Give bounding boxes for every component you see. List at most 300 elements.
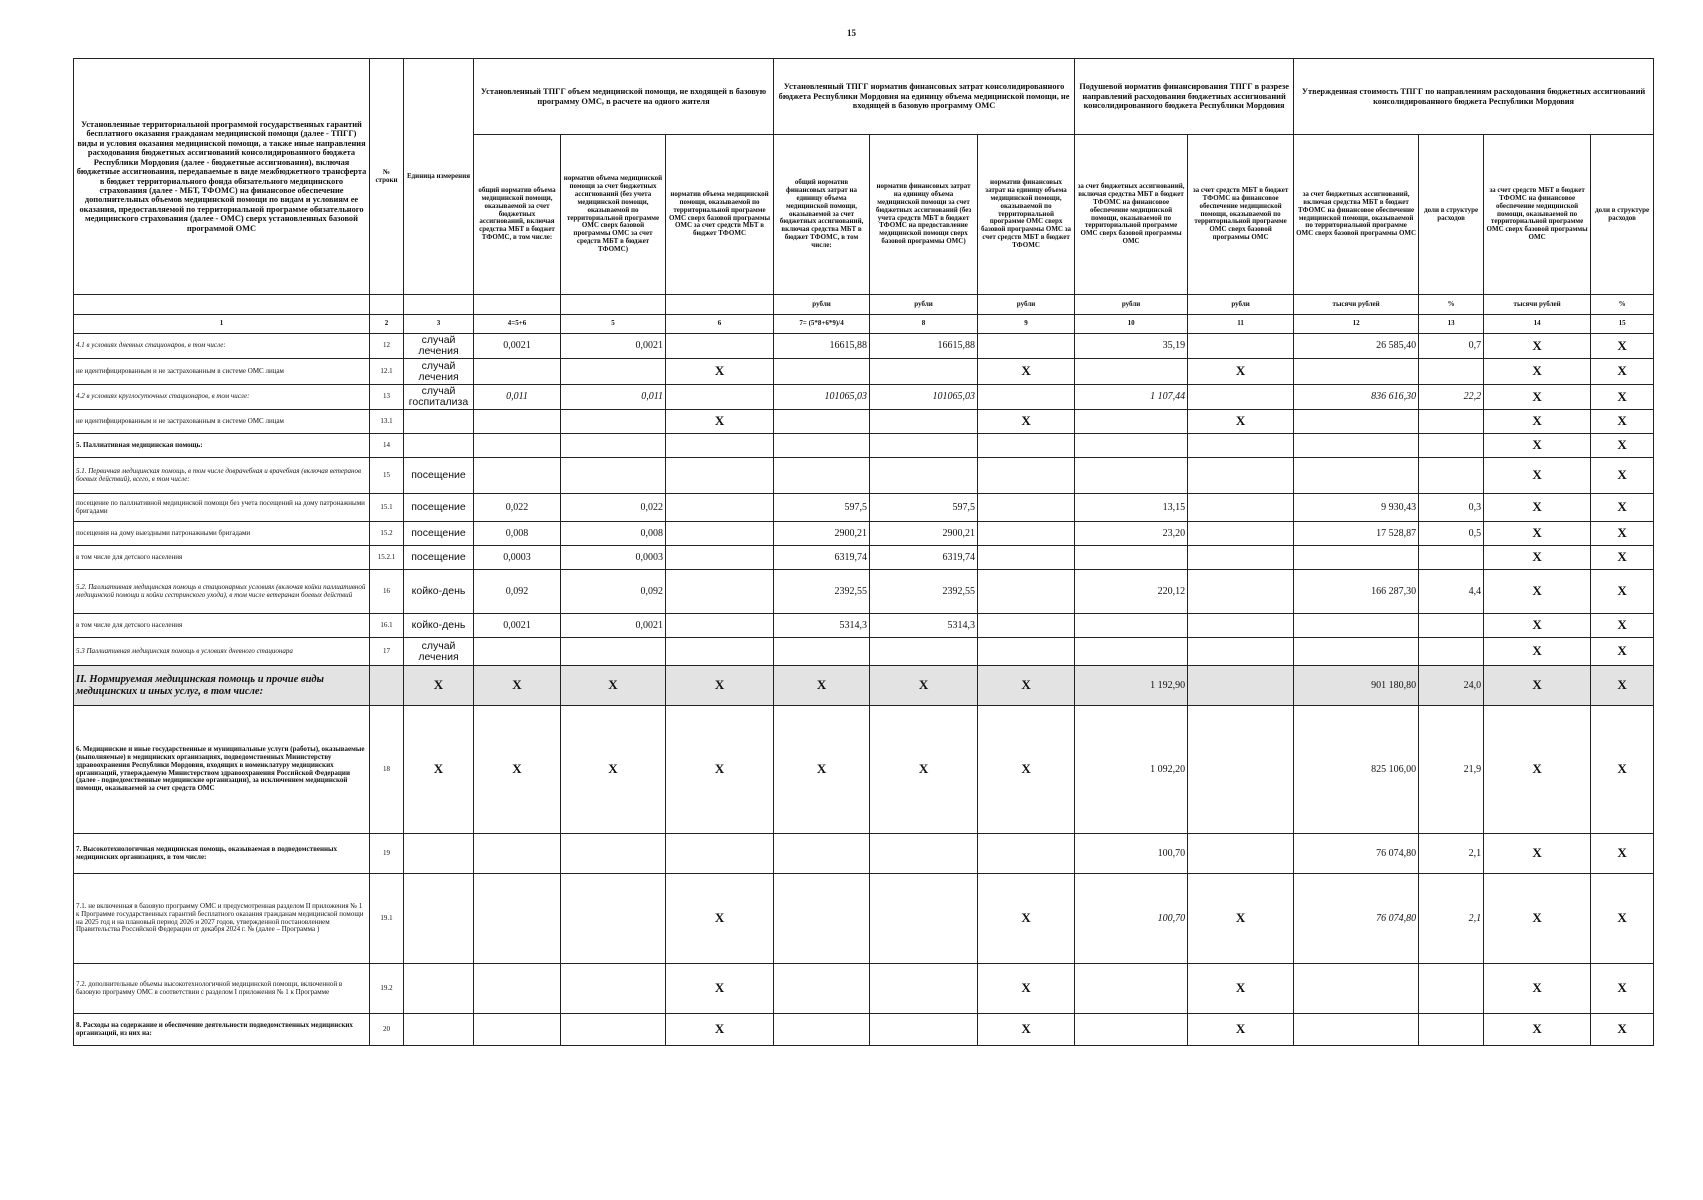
cell-c5: 0,092 [561, 570, 666, 614]
cell-c4 [474, 964, 561, 1014]
cell-c5 [561, 410, 666, 434]
row-unit: койко-день [404, 614, 474, 638]
cell-c7 [774, 458, 870, 494]
cell-c4: 0,0021 [474, 614, 561, 638]
cell-c10 [1075, 546, 1188, 570]
cell-c13 [1419, 546, 1484, 570]
cell-c15: X [1591, 359, 1654, 385]
cell-c9: X [978, 410, 1075, 434]
cell-c8: 2392,55 [870, 570, 978, 614]
per-capita-group-header: Подушевой норматив финансирования ТПГГ в разрезе направлений расходования бюджетных ассигнований консолидированного бюджета Республики Мордовия [1075, 59, 1294, 135]
cell-c10: 1 092,20 [1075, 706, 1188, 834]
table-row [74, 614, 1654, 638]
table-row [74, 964, 1654, 1014]
cell-c6: X [666, 706, 774, 834]
cell-c15: X [1591, 834, 1654, 874]
table-row [74, 546, 1654, 570]
approved-cost-group-header: Утвержденная стоимость ТПГГ по направлениям расходования бюджетных ассигнований консолидированного бюджета Республики Мордовия [1294, 59, 1654, 135]
cell-c4: X [474, 666, 561, 706]
cell-c9: X [978, 706, 1075, 834]
cell-c4 [474, 458, 561, 494]
row-unit: случай лечения [404, 359, 474, 385]
col4-header: общий норматив объема медицинской помощи, оказываемой за счет бюджетных ассигнований, включая средства МБТ в бюджет ТФОМС, в том числе: [474, 135, 561, 295]
table-row [74, 666, 1654, 706]
cell-c12: 836 616,30 [1294, 385, 1419, 410]
cell-c4 [474, 359, 561, 385]
cell-c12: 166 287,30 [1294, 570, 1419, 614]
cell-c10: 35,19 [1075, 334, 1188, 359]
cell-c7 [774, 964, 870, 1014]
row-label: 5.2. Паллиативная медицинская помощь в стационарных условиях (включая койки паллиативной медицинской помощи и койки сестринского ухода), в том числе ветеранам боевых действий [74, 570, 370, 614]
cell-c14: X [1484, 638, 1591, 666]
row-unit: случай госпитализа [404, 385, 474, 410]
cell-c12 [1294, 546, 1419, 570]
cell-c13 [1419, 614, 1484, 638]
cell-c6: X [666, 666, 774, 706]
cell-c6 [666, 434, 774, 458]
row-unit [404, 410, 474, 434]
table-row [74, 834, 1654, 874]
cell-c6: X [666, 964, 774, 1014]
cell-c10: 13,15 [1075, 494, 1188, 522]
cell-c8: 6319,74 [870, 546, 978, 570]
cell-c12: 76 074,80 [1294, 834, 1419, 874]
table-row [74, 874, 1654, 964]
cell-c13 [1419, 458, 1484, 494]
cell-c9: X [978, 1014, 1075, 1046]
cell-c7: 6319,74 [774, 546, 870, 570]
cell-c7: X [774, 706, 870, 834]
cell-c15: X [1591, 546, 1654, 570]
cell-c15: X [1591, 570, 1654, 614]
cell-c5: 0,0021 [561, 614, 666, 638]
row-number: 15 [370, 458, 404, 494]
column-number: 1 [74, 315, 370, 334]
cell-c8: X [870, 706, 978, 834]
cell-c12 [1294, 359, 1419, 385]
row-number: 15.2.1 [370, 546, 404, 570]
column-number: 5 [561, 315, 666, 334]
cell-c13: 0,7 [1419, 334, 1484, 359]
table-row [74, 494, 1654, 522]
cell-c7: 2392,55 [774, 570, 870, 614]
cell-c10 [1075, 458, 1188, 494]
cell-c13 [1419, 964, 1484, 1014]
row-unit: койко-день [404, 570, 474, 614]
cell-c12 [1294, 458, 1419, 494]
cell-c14: X [1484, 434, 1591, 458]
cell-c4 [474, 834, 561, 874]
cell-c13 [1419, 1014, 1484, 1046]
cell-c15: X [1591, 494, 1654, 522]
cost-group-header: Установленный ТПГГ норматив финансовых затрат консолидированного бюджета Республики Мордовия на единицу объема медицинской помощи, не входящей в базовую программу ОМС [774, 59, 1075, 135]
cell-c14: X [1484, 706, 1591, 834]
cell-c4 [474, 410, 561, 434]
cell-c14: X [1484, 334, 1591, 359]
cell-c6 [666, 522, 774, 546]
row-unit: X [404, 706, 474, 834]
cell-c4: 0,0003 [474, 546, 561, 570]
cell-c5: X [561, 666, 666, 706]
cell-c6 [666, 546, 774, 570]
cell-c9 [978, 434, 1075, 458]
row-number: 19.1 [370, 874, 404, 964]
cell-c12: 825 106,00 [1294, 706, 1419, 834]
table-row [74, 410, 1654, 434]
cell-c7: 16615,88 [774, 334, 870, 359]
row-unit: случай лечения [404, 638, 474, 666]
cell-c14: X [1484, 359, 1591, 385]
unit-header: Единица измерения [404, 59, 474, 295]
cell-c7: 101065,03 [774, 385, 870, 410]
column-number: 12 [1294, 315, 1419, 334]
cell-c11 [1188, 522, 1294, 546]
row-label: 5. Паллиативная медицинская помощь: [74, 434, 370, 458]
cell-c11 [1188, 385, 1294, 410]
col9-header: норматив финансовых затрат на единицу объема медицинской помощи, оказываемой по территориальной программе ОМС сверх базовой программы ОМС за счет средств МБТ в бюджет ТФОМС [978, 135, 1075, 295]
cell-c8: X [870, 666, 978, 706]
column-number: 14 [1484, 315, 1591, 334]
cell-c12: 9 930,43 [1294, 494, 1419, 522]
table-row [74, 434, 1654, 458]
row-unit [404, 874, 474, 964]
cell-c14: X [1484, 546, 1591, 570]
row-label: посещение по паллиативной медицинской помощи без учета посещений на дому патронажными бригадами [74, 494, 370, 522]
row-unit [404, 964, 474, 1014]
row-label: 6. Медицинские и иные государственные и муниципальные услуги (работы), оказываемые (выполняемые) в медицинских организациях, подведомственных Министерству здравоохранения Республики Мордовия, входящих в номенклатуру медицинских организаций, утверждаемую Министерством здравоохранения Российской Федерации (далее - подведомственные медицинские организации), за исключением медицинской помощи, оказываемой за счет средств ОМС [74, 706, 370, 834]
cell-c5: 0,011 [561, 385, 666, 410]
cell-c6: X [666, 410, 774, 434]
cell-c4: 0,0021 [474, 334, 561, 359]
col5-header: норматив объема медицинской помощи за счет бюджетных ассигнований (без учета медицинской помощи, оказываемой по территориальной программе ОМС сверх базовой программы ОМС за счет средств МБТ в бюджет ТФОМС) [561, 135, 666, 295]
cell-c12: 17 528,87 [1294, 522, 1419, 546]
cell-c7 [774, 410, 870, 434]
cell-c14: X [1484, 522, 1591, 546]
cell-c15: X [1591, 410, 1654, 434]
cell-c8 [870, 359, 978, 385]
cell-c5: 0,022 [561, 494, 666, 522]
cell-c10: 1 107,44 [1075, 385, 1188, 410]
cell-c8: 597,5 [870, 494, 978, 522]
cell-c15: X [1591, 334, 1654, 359]
column-number: 7= (5*8+6*9)/4 [774, 315, 870, 334]
cell-c6: X [666, 1014, 774, 1046]
cell-c8 [870, 458, 978, 494]
cell-c9: X [978, 964, 1075, 1014]
row-label: в том числе для детского населения [74, 614, 370, 638]
row-unit: посещение [404, 458, 474, 494]
cell-c8: 5314,3 [870, 614, 978, 638]
cell-c10: 1 192,90 [1075, 666, 1188, 706]
cell-c11: X [1188, 359, 1294, 385]
unit-label: рубли [870, 295, 978, 315]
cell-c9 [978, 385, 1075, 410]
row-label: не идентифицированным и не застрахованным в системе ОМС лицам [74, 410, 370, 434]
table-row [74, 522, 1654, 546]
cell-c11 [1188, 570, 1294, 614]
row-number: 16 [370, 570, 404, 614]
row-unit [404, 1014, 474, 1046]
row-label: посещения на дому выездными патронажными бригадами [74, 522, 370, 546]
cell-c13: 21,9 [1419, 706, 1484, 834]
row-number: 15.1 [370, 494, 404, 522]
cell-c5: 0,0021 [561, 334, 666, 359]
cell-c11 [1188, 458, 1294, 494]
cell-c14: X [1484, 1014, 1591, 1046]
cell-c7 [774, 359, 870, 385]
cell-c15: X [1591, 385, 1654, 410]
cell-c6 [666, 385, 774, 410]
column-number: 13 [1419, 315, 1484, 334]
cell-c9 [978, 638, 1075, 666]
cell-c5 [561, 874, 666, 964]
cell-c15: X [1591, 874, 1654, 964]
cell-c5 [561, 1014, 666, 1046]
table-row [74, 570, 1654, 614]
row-label: 7.2. дополнительные объемы высокотехнологичной медицинской помощи, включенной в базовую программу ОМС в соответствии с разделом I приложения № 1 к Программе [74, 964, 370, 1014]
cell-c4: 0,011 [474, 385, 561, 410]
row-unit: посещение [404, 546, 474, 570]
column-number: 15 [1591, 315, 1654, 334]
table-row [74, 334, 1654, 359]
cell-c8 [870, 1014, 978, 1046]
cell-c8 [870, 874, 978, 964]
cell-c12 [1294, 638, 1419, 666]
row-label: не идентифицированным и не застрахованным в системе ОМС лицам [74, 359, 370, 385]
cell-c4 [474, 1014, 561, 1046]
cell-c9 [978, 522, 1075, 546]
cell-c15: X [1591, 964, 1654, 1014]
cell-c9 [978, 834, 1075, 874]
row-label: 4.1 в условиях дневных стационаров, в том числе: [74, 334, 370, 359]
row-number: 20 [370, 1014, 404, 1046]
financing-table [73, 58, 1654, 1046]
cell-c10 [1075, 614, 1188, 638]
cell-c13: 24,0 [1419, 666, 1484, 706]
cell-c11 [1188, 334, 1294, 359]
cell-c14: X [1484, 458, 1591, 494]
cell-c15: X [1591, 434, 1654, 458]
cell-c15: X [1591, 522, 1654, 546]
cell-c6 [666, 458, 774, 494]
cell-c8: 16615,88 [870, 334, 978, 359]
cell-c15: X [1591, 666, 1654, 706]
row-label: 7.1. не включенная в базовую программу ОМС и предусмотренная разделом II приложения № 1 к Программе государственных гарантий бесплатного оказания гражданам медицинской помощи на 2025 год и на плановый период 2026 и 2027 годов, утвержденной постановлением Правительства Российской Федерации от декабря 2024 г. № (далее – Программа ) [74, 874, 370, 964]
table-row [74, 1014, 1654, 1046]
unit-label: % [1591, 295, 1654, 315]
row-number [370, 666, 404, 706]
cell-c9 [978, 458, 1075, 494]
cell-c7 [774, 834, 870, 874]
cell-c4: 0,022 [474, 494, 561, 522]
col6-header: норматив объема медицинской помощи, оказываемой по территориальной программе ОМС сверх базовой программы ОМС за счет средств МБТ в бюджет ТФОМС [666, 135, 774, 295]
col8-header: норматив финансовых затрат на единицу объема медицинской помощи за счет бюджетных ассигнований (без учета средств МБТ в бюджет ТФОМС на предоставление медицинской помощи сверх базовой программы ОМС) [870, 135, 978, 295]
cell-c15: X [1591, 638, 1654, 666]
row-label: 7. Высокотехнологичная медицинская помощь, оказываемая в подведомственных медицинских организациях, в том числе: [74, 834, 370, 874]
cell-c7: X [774, 666, 870, 706]
cell-c8 [870, 410, 978, 434]
row-label: 8. Расходы на содержание и обеспечение деятельности подведомственных медицинских организаций, из них на: [74, 1014, 370, 1046]
cell-c14: X [1484, 834, 1591, 874]
row-label: 4.2 в условиях круглосуточных стационаров, в том числе: [74, 385, 370, 410]
cell-c13 [1419, 638, 1484, 666]
cell-c13: 2,1 [1419, 874, 1484, 964]
cell-c11: X [1188, 964, 1294, 1014]
cell-c8 [870, 834, 978, 874]
cell-c8: 2900,21 [870, 522, 978, 546]
cell-c7: 597,5 [774, 494, 870, 522]
row-number: 13.1 [370, 410, 404, 434]
row-number: 13 [370, 385, 404, 410]
cell-c11 [1188, 706, 1294, 834]
cell-c14: X [1484, 964, 1591, 1014]
unit-label: рубли [978, 295, 1075, 315]
cell-c11: X [1188, 874, 1294, 964]
cell-c7: 2900,21 [774, 522, 870, 546]
unit-label: рубли [774, 295, 870, 315]
cell-c12 [1294, 1014, 1419, 1046]
cell-c10: 100,70 [1075, 834, 1188, 874]
cell-c15: X [1591, 614, 1654, 638]
column-number: 11 [1188, 315, 1294, 334]
cell-c6: X [666, 359, 774, 385]
cell-c5 [561, 638, 666, 666]
cell-c10: 220,12 [1075, 570, 1188, 614]
cell-c10 [1075, 410, 1188, 434]
cell-c4 [474, 874, 561, 964]
cell-c7 [774, 1014, 870, 1046]
cell-c14: X [1484, 410, 1591, 434]
cell-c4: 0,008 [474, 522, 561, 546]
cell-c7 [774, 638, 870, 666]
cell-c12 [1294, 434, 1419, 458]
col14-header: за счет средств МБТ в бюджет ТФОМС на финансовое обеспечение медицинской помощи, оказываемой по территориальной программе ОМС сверх базовой программы ОМС [1484, 135, 1591, 295]
cell-c8 [870, 964, 978, 1014]
cell-c10 [1075, 434, 1188, 458]
row-unit: случай лечения [404, 334, 474, 359]
cell-c9 [978, 614, 1075, 638]
col10-header: за счет бюджетных ассигнований, включая средства МБТ в бюджет ТФОМС на финансовое обеспечение медицинской помощи, оказываемой по территориальной программе ОМС сверх базовой программы ОМС [1075, 135, 1188, 295]
cell-c10: 23,20 [1075, 522, 1188, 546]
cell-c10: 100,70 [1075, 874, 1188, 964]
row-unit [404, 434, 474, 458]
table-row [74, 359, 1654, 385]
cell-c11 [1188, 494, 1294, 522]
cell-c8 [870, 638, 978, 666]
cell-c14: X [1484, 614, 1591, 638]
col7-header: общий норматив финансовых затрат на единицу объема медицинской помощи, оказываемой за счет бюджетных ассигнований, включая средства МБТ в бюджет ТФОМС, в том числе: [774, 135, 870, 295]
row-unit: посещение [404, 494, 474, 522]
col15-header: доли в структуре расходов [1591, 135, 1654, 295]
column-number: 4=5+6 [474, 315, 561, 334]
cell-c13: 4,4 [1419, 570, 1484, 614]
col13-header: доли в структуре расходов [1419, 135, 1484, 295]
column-number: 9 [978, 315, 1075, 334]
cell-c4: X [474, 706, 561, 834]
row-number: 16.1 [370, 614, 404, 638]
col11-header: за счет средств МБТ в бюджет ТФОМС на финансовое обеспечение медицинской помощи, оказываемой по территориальной программе ОМС сверх базовой программы ОМС [1188, 135, 1294, 295]
cell-c11 [1188, 614, 1294, 638]
cell-c13 [1419, 410, 1484, 434]
cell-c6 [666, 334, 774, 359]
cell-c7 [774, 434, 870, 458]
cell-c10 [1075, 1014, 1188, 1046]
cell-c5 [561, 359, 666, 385]
cell-c11 [1188, 546, 1294, 570]
cell-c6 [666, 614, 774, 638]
cell-c14: X [1484, 385, 1591, 410]
cell-c13: 22,2 [1419, 385, 1484, 410]
cell-c6 [666, 834, 774, 874]
cell-c5 [561, 434, 666, 458]
cell-c5 [561, 458, 666, 494]
table-row [74, 385, 1654, 410]
column-number: 8 [870, 315, 978, 334]
cell-c14: X [1484, 494, 1591, 522]
cell-c12 [1294, 410, 1419, 434]
cell-c11: X [1188, 410, 1294, 434]
cell-c10 [1075, 359, 1188, 385]
cell-c4: 0,092 [474, 570, 561, 614]
cell-c8 [870, 434, 978, 458]
cell-c14: X [1484, 874, 1591, 964]
cell-c15: X [1591, 1014, 1654, 1046]
row-number: 17 [370, 638, 404, 666]
cell-c12: 76 074,80 [1294, 874, 1419, 964]
cell-c9: X [978, 874, 1075, 964]
row-unit: посещение [404, 522, 474, 546]
cell-c5: 0,0003 [561, 546, 666, 570]
unit-label: тысячи рублей [1294, 295, 1419, 315]
cell-c11 [1188, 666, 1294, 706]
volume-group-header: Установленный ТПГГ объем медицинской помощи, не входящей в базовую программу ОМС, в расчете на одного жителя [474, 59, 774, 135]
cell-c6 [666, 494, 774, 522]
unit-label: % [1419, 295, 1484, 315]
cell-c9: X [978, 666, 1075, 706]
cell-c12: 901 180,80 [1294, 666, 1419, 706]
cell-c14: X [1484, 666, 1591, 706]
row-number: 19 [370, 834, 404, 874]
table-row [74, 458, 1654, 494]
table-row [74, 706, 1654, 834]
cell-c5 [561, 834, 666, 874]
unit-label: рубли [1188, 295, 1294, 315]
row-number: 18 [370, 706, 404, 834]
row-unit: X [404, 666, 474, 706]
row-unit [404, 834, 474, 874]
cell-c6 [666, 570, 774, 614]
cell-c6: X [666, 874, 774, 964]
row-number: 12.1 [370, 359, 404, 385]
row-number: 15.2 [370, 522, 404, 546]
cell-c6 [666, 638, 774, 666]
cell-c10 [1075, 964, 1188, 1014]
cell-c15: X [1591, 458, 1654, 494]
column-number: 10 [1075, 315, 1188, 334]
cell-c12: 26 585,40 [1294, 334, 1419, 359]
cell-c15: X [1591, 706, 1654, 834]
row-number: 14 [370, 434, 404, 458]
cell-c11 [1188, 434, 1294, 458]
row-number: 19.2 [370, 964, 404, 1014]
cell-c9: X [978, 359, 1075, 385]
column-number: 6 [666, 315, 774, 334]
row-label: 5.1. Первичная медицинская помощь, в том числе доврачебная и врачебная (включая ветеранов боевых действий), всего, в том числе: [74, 458, 370, 494]
cell-c9 [978, 570, 1075, 614]
page-number: 15 [847, 28, 856, 38]
cell-c11: X [1188, 1014, 1294, 1046]
cell-c11 [1188, 834, 1294, 874]
